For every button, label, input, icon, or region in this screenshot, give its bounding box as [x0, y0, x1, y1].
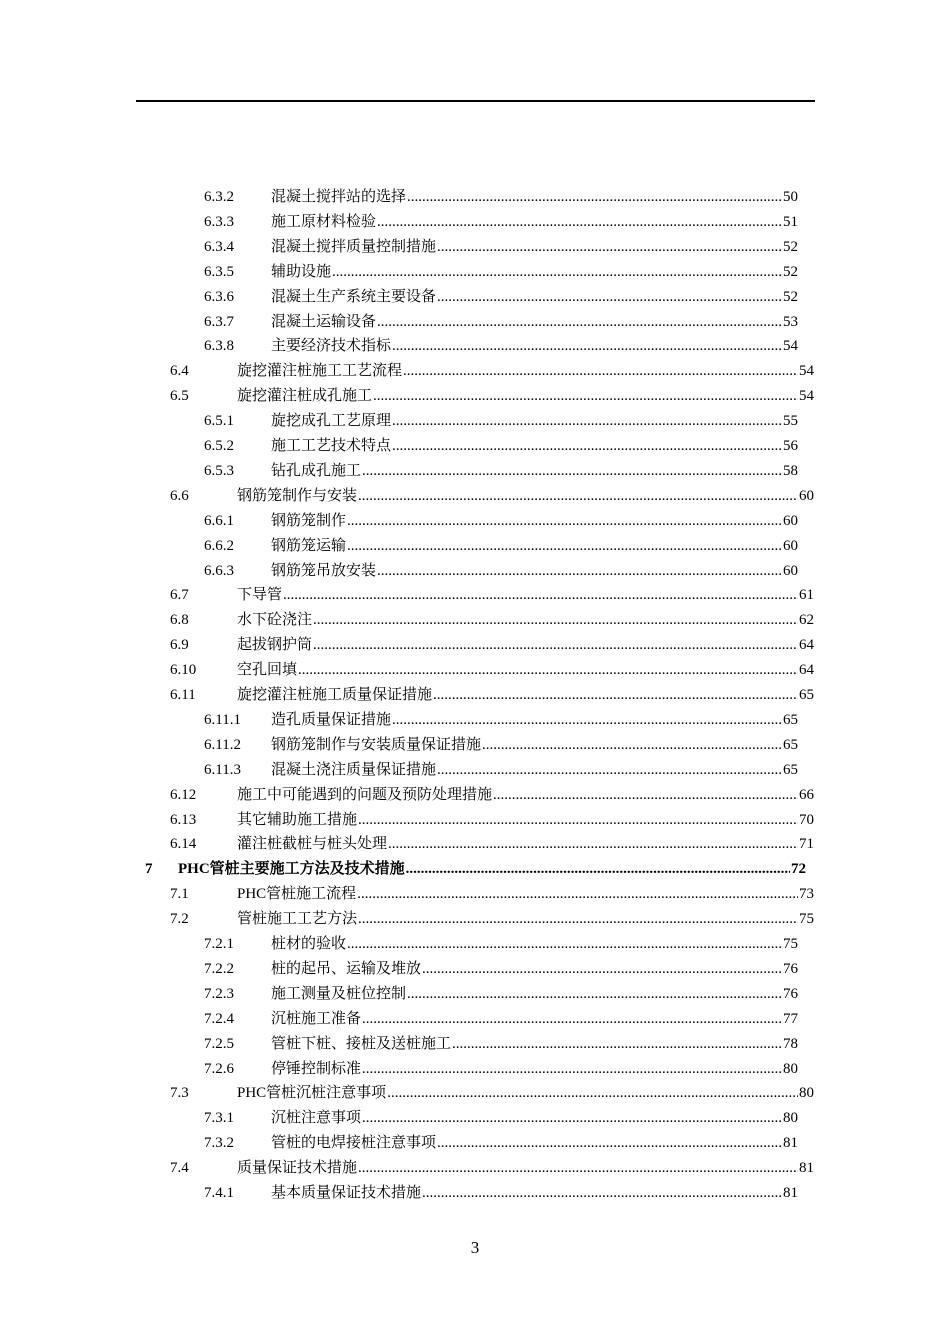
toc-entry-page: 71 — [799, 836, 814, 852]
toc-leader-dots — [347, 509, 782, 534]
toc-entry-page: 62 — [799, 612, 814, 628]
toc-entry[interactable] — [204, 285, 798, 310]
toc-entry-title: 沉桩施工准备 — [271, 1011, 362, 1027]
toc-leader-dots — [347, 534, 782, 559]
toc-entry-number: 6.5.3 — [204, 463, 234, 479]
toc-entry-number: 7.2 — [170, 911, 189, 927]
toc-entry-page: 60 — [799, 488, 814, 504]
toc-entry-title: 旋挖灌注桩施工质量保证措施 — [237, 687, 433, 703]
toc-entry[interactable] — [170, 907, 814, 932]
toc-entry-title: 旋挖成孔工艺原理 — [271, 413, 392, 429]
toc-entry-title: 旋挖灌注桩成孔施工 — [237, 388, 373, 404]
toc-entry-page: 64 — [799, 637, 814, 653]
toc-entry-number: 6.4 — [170, 363, 189, 379]
toc-leader-dots — [437, 758, 782, 783]
toc-entry-title: 沉桩注意事项 — [271, 1110, 362, 1126]
toc-entry-page: 54 — [799, 388, 814, 404]
toc-entry[interactable] — [204, 334, 798, 359]
toc-entry-title: 辅助设施 — [271, 264, 332, 280]
toc-entry-number: 6.6 — [170, 488, 189, 504]
toc-leader-dots — [433, 683, 798, 708]
toc-leader-dots — [437, 1131, 782, 1156]
toc-entry[interactable] — [204, 1106, 798, 1131]
toc-leader-dots — [362, 1057, 782, 1082]
toc-entry[interactable] — [204, 310, 798, 335]
toc-entry-page: 50 — [783, 189, 798, 205]
toc-entry-page: 64 — [799, 662, 814, 678]
toc-entry[interactable] — [204, 559, 798, 584]
toc-leader-dots — [347, 932, 782, 957]
toc-leader-dots — [377, 559, 782, 584]
toc-leader-dots — [493, 783, 798, 808]
toc-leader-dots — [407, 982, 782, 1007]
toc-entry[interactable] — [170, 583, 814, 608]
toc-leader-dots — [377, 310, 782, 335]
toc-entry-page: 73 — [799, 886, 814, 902]
toc-entry[interactable] — [170, 683, 814, 708]
toc-entry-page: 52 — [783, 264, 798, 280]
toc-leader-dots — [313, 608, 798, 633]
toc-entry-number: 6.3.3 — [204, 214, 234, 230]
toc-entry-title: 混凝土运输设备 — [271, 314, 377, 330]
toc-entry-title: 钢筋笼运输 — [271, 538, 347, 554]
toc-leader-dots — [362, 1007, 782, 1032]
toc-entry-title: 管桩施工工艺方法 — [237, 911, 358, 927]
toc-leader-dots — [392, 434, 782, 459]
toc-entry-page: 65 — [799, 687, 814, 703]
toc-entry-number: 6.11 — [170, 687, 196, 703]
toc-entry[interactable] — [170, 808, 814, 833]
toc-entry-page: 80 — [783, 1110, 798, 1126]
toc-entry-number: 7.4 — [170, 1160, 189, 1176]
toc-entry-title: 钢筋笼制作与安装 — [237, 488, 358, 504]
toc-entry-page: 55 — [783, 413, 798, 429]
toc-entry-page: 53 — [783, 314, 798, 330]
toc-entry-number: 6.3.4 — [204, 239, 234, 255]
toc-entry-title: 灌注桩截桩与桩头处理 — [237, 836, 388, 852]
toc-entry-number: 6.6.2 — [204, 538, 234, 554]
toc-leader-dots — [392, 708, 782, 733]
toc-entry[interactable] — [170, 658, 814, 683]
toc-entry-page: 77 — [783, 1011, 798, 1027]
toc-entry-title: 钢筋笼制作 — [271, 513, 347, 529]
toc-entry-number: 6.9 — [170, 637, 189, 653]
toc-entry[interactable] — [204, 235, 798, 260]
toc-entry[interactable] — [170, 882, 814, 907]
toc-entry[interactable] — [204, 185, 798, 210]
toc-entry[interactable] — [145, 857, 806, 882]
toc-entry-page: 80 — [783, 1061, 798, 1077]
toc-entry-title: 管桩的电焊接桩注意事项 — [271, 1135, 437, 1151]
toc-entry-title: 混凝土搅拌质量控制措施 — [271, 239, 437, 255]
toc-entry[interactable] — [204, 534, 798, 559]
toc-entry-title: 起拔钢护筒 — [237, 637, 313, 653]
toc-entry-page: 65 — [783, 712, 798, 728]
toc-entry[interactable] — [170, 633, 814, 658]
toc-entry[interactable] — [204, 434, 798, 459]
toc-entry-title: 钢筋笼制作与安装质量保证措施 — [271, 737, 482, 753]
toc-entry-number: 7.2.1 — [204, 936, 234, 952]
toc-entry-page: 75 — [799, 911, 814, 927]
toc-entry-page: 54 — [783, 338, 798, 354]
toc-entry-title: PHC管桩沉桩注意事项 — [237, 1085, 387, 1101]
toc-entry-number: 7.2.6 — [204, 1061, 234, 1077]
toc-entry-number: 7.1 — [170, 886, 189, 902]
toc-entry[interactable] — [170, 359, 814, 384]
toc-entry-page: 70 — [799, 812, 814, 828]
toc-entry-page: 56 — [783, 438, 798, 454]
toc-entry-title: 施工中可能遇到的问题及预防处理措施 — [237, 787, 493, 803]
toc-entry-title: 水下砼浇注 — [237, 612, 313, 628]
toc-entry-page: 80 — [799, 1085, 814, 1101]
toc-entry-page: 76 — [783, 986, 798, 1002]
toc-entry-number: 6.11.2 — [204, 737, 241, 753]
toc-entry-number: 6.11.3 — [204, 762, 241, 778]
toc-entry-number: 7.2.2 — [204, 961, 234, 977]
toc-entry-number: 6.3.6 — [204, 289, 234, 305]
toc-entry-title: 管桩下桩、接桩及送桩施工 — [271, 1036, 452, 1052]
toc-entry-number: 6.7 — [170, 587, 189, 603]
toc-leader-dots — [452, 1032, 782, 1057]
toc-entry[interactable] — [170, 783, 814, 808]
toc-entry-title: 桩材的验收 — [271, 936, 347, 952]
toc-entry-number: 6.3.5 — [204, 264, 234, 280]
toc-leader-dots — [362, 1106, 782, 1131]
toc-entry[interactable] — [204, 1131, 798, 1156]
toc-entry-title: 桩的起吊、运输及堆放 — [271, 961, 422, 977]
toc-entry-page: 58 — [783, 463, 798, 479]
toc-leader-dots — [358, 484, 798, 509]
toc-entry-number: 7.3.2 — [204, 1135, 234, 1151]
toc-leader-dots — [437, 235, 782, 260]
toc-entry[interactable] — [204, 982, 798, 1007]
toc-entry-page: 81 — [783, 1135, 798, 1151]
toc-entry[interactable] — [204, 409, 798, 434]
toc-entry-number: 6.11.1 — [204, 712, 241, 728]
toc-entry[interactable] — [204, 1181, 798, 1206]
toc-entry-title: PHC管桩主要施工方法及技术措施 — [178, 861, 405, 877]
toc-leader-dots — [422, 957, 782, 982]
toc-leader-dots — [392, 334, 782, 359]
toc-entry[interactable] — [170, 1081, 814, 1106]
toc-entry-page: 81 — [799, 1160, 814, 1176]
toc-entry-page: 60 — [783, 563, 798, 579]
toc-leader-dots — [332, 260, 782, 285]
toc-entry-page: 81 — [783, 1185, 798, 1201]
toc-leader-dots — [313, 633, 798, 658]
toc-entry-title: 施工测量及桩位控制 — [271, 986, 407, 1002]
toc-entry-title: 下导管 — [237, 587, 283, 603]
toc-entry[interactable] — [204, 708, 798, 733]
toc-entry-number: 6.10 — [170, 662, 197, 678]
toc-entry-number: 6.3.2 — [204, 189, 234, 205]
toc-entry[interactable] — [204, 509, 798, 534]
toc-entry-title: 混凝土浇注质量保证措施 — [271, 762, 437, 778]
toc-entry-number: 7.2.5 — [204, 1036, 234, 1052]
toc-leader-dots — [358, 907, 798, 932]
toc-entry[interactable] — [204, 758, 798, 783]
toc-entry-page: 65 — [783, 762, 798, 778]
toc-entry-title: 混凝土生产系统主要设备 — [271, 289, 437, 305]
toc-leader-dots — [437, 285, 782, 310]
toc-entry-number: 6.12 — [170, 787, 197, 803]
toc-entry-title: 钢筋笼吊放安装 — [271, 563, 377, 579]
toc-leader-dots — [283, 583, 798, 608]
toc-entry-page: 54 — [799, 363, 814, 379]
toc-entry-title: 混凝土搅拌站的选择 — [271, 189, 407, 205]
toc-entry-page: 72 — [791, 861, 806, 877]
toc-entry-number: 6.6.3 — [204, 563, 234, 579]
toc-entry-page: 51 — [783, 214, 798, 230]
toc-entry-page: 78 — [783, 1036, 798, 1052]
toc-entry-page: 66 — [799, 787, 814, 803]
page-number: 3 — [470, 1238, 480, 1257]
toc-leader-dots — [392, 409, 782, 434]
toc-entry-number: 6.3.8 — [204, 338, 234, 354]
toc-leader-dots — [406, 857, 790, 882]
toc-entry-title: 钻孔成孔施工 — [271, 463, 362, 479]
toc-entry[interactable] — [170, 608, 814, 633]
toc-entry-number: 6.13 — [170, 812, 197, 828]
toc-entry[interactable] — [170, 1156, 814, 1181]
toc-entry[interactable] — [204, 957, 798, 982]
toc-leader-dots — [387, 1081, 798, 1106]
toc-entry-number: 7.3.1 — [204, 1110, 234, 1126]
toc-entry-number: 7.2.3 — [204, 986, 234, 1002]
toc-leader-dots — [403, 359, 798, 384]
toc-entry[interactable] — [170, 832, 814, 857]
toc-entry-title: 施工原材料检验 — [271, 214, 377, 230]
toc-entry-title: 空孔回填 — [237, 662, 298, 678]
toc-entry-title: 造孔质量保证措施 — [271, 712, 392, 728]
toc-entry[interactable] — [204, 1007, 798, 1032]
toc-entry-page: 61 — [799, 587, 814, 603]
header-rule — [136, 100, 815, 102]
toc-entry-title: 施工工艺技术特点 — [271, 438, 392, 454]
toc-leader-dots — [357, 882, 798, 907]
toc-entry-page: 60 — [783, 538, 798, 554]
toc-entry-page: 60 — [783, 513, 798, 529]
toc-leader-dots — [298, 658, 798, 683]
toc-entry[interactable] — [204, 1032, 798, 1057]
toc-entry[interactable] — [170, 484, 814, 509]
toc-entry[interactable] — [204, 1057, 798, 1082]
toc-entry-title: 主要经济技术指标 — [271, 338, 392, 354]
toc-leader-dots — [362, 459, 782, 484]
toc-entry-title: 旋挖灌注桩施工工艺流程 — [237, 363, 403, 379]
toc-leader-dots — [373, 384, 798, 409]
toc-entry-title: 其它辅助施工措施 — [237, 812, 358, 828]
toc-leader-dots — [482, 733, 782, 758]
toc-entry[interactable] — [204, 210, 798, 235]
toc-leader-dots — [422, 1181, 782, 1206]
toc-leader-dots — [358, 808, 798, 833]
toc-entry-number: 6.5 — [170, 388, 189, 404]
toc-leader-dots — [407, 185, 782, 210]
toc-entry[interactable] — [204, 459, 798, 484]
toc-entry-number: 7.4.1 — [204, 1185, 234, 1201]
toc-entry[interactable] — [204, 260, 798, 285]
toc-entry-number: 7 — [145, 861, 153, 877]
toc-entry-page: 52 — [783, 289, 798, 305]
toc-entry-page: 52 — [783, 239, 798, 255]
toc-entry-page: 65 — [783, 737, 798, 753]
toc-entry-number: 6.6.1 — [204, 513, 234, 529]
toc-entry-title: PHC管桩施工流程 — [237, 886, 357, 902]
toc-entry[interactable] — [204, 733, 798, 758]
toc-leader-dots — [388, 832, 798, 857]
toc-leader-dots — [358, 1156, 798, 1181]
toc-entry-number: 6.8 — [170, 612, 189, 628]
toc-entry-number: 6.3.7 — [204, 314, 234, 330]
toc-entry[interactable] — [170, 384, 814, 409]
toc-entry-title: 质量保证技术措施 — [237, 1160, 358, 1176]
toc-entry-number: 7.2.4 — [204, 1011, 234, 1027]
toc-leader-dots — [377, 210, 782, 235]
toc-entry-number: 6.5.2 — [204, 438, 234, 454]
toc-entry-number: 6.5.1 — [204, 413, 234, 429]
toc-entry-page: 76 — [783, 961, 798, 977]
toc-entry-number: 6.14 — [170, 836, 197, 852]
toc-entry-title: 基本质量保证技术措施 — [271, 1185, 422, 1201]
toc-entry-number: 7.3 — [170, 1085, 189, 1101]
toc-entry-page: 75 — [783, 936, 798, 952]
toc-entry[interactable] — [204, 932, 798, 957]
toc-entry-title: 停锤控制标准 — [271, 1061, 362, 1077]
